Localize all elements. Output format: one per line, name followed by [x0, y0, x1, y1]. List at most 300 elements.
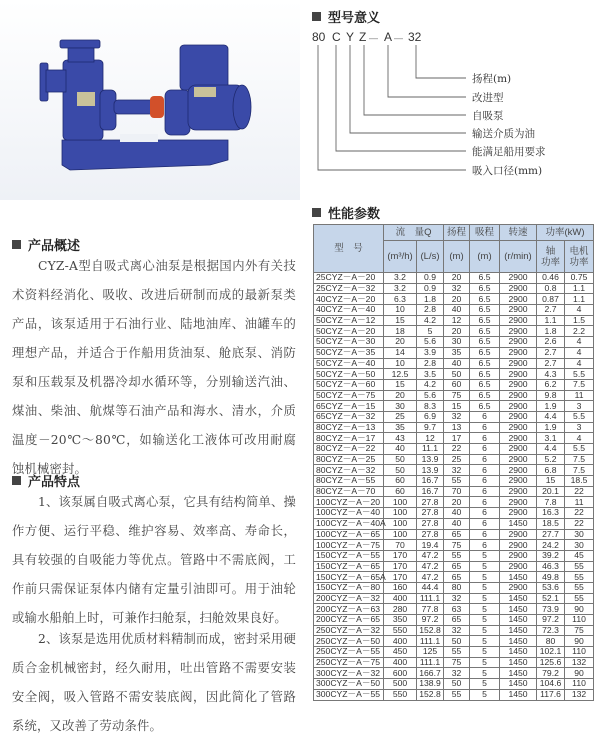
square-bullet-icon	[312, 208, 321, 217]
value-cell: 97.2	[537, 615, 565, 626]
value-cell: 2900	[500, 411, 537, 422]
value-cell: 1.8	[537, 326, 565, 337]
value-cell: 39.2	[537, 550, 565, 561]
table-row	[314, 679, 594, 690]
value-cell: 4.2	[417, 379, 444, 390]
value-cell: 7.5	[565, 379, 594, 390]
value-cell: 35	[384, 422, 417, 433]
value-cell: 102.1	[537, 647, 565, 658]
value-cell: 2900	[500, 422, 537, 433]
model-cell: 40CYZ－A－20	[314, 294, 384, 305]
model-cell: 250CYZ－A－75	[314, 657, 384, 668]
value-cell: 30	[444, 337, 470, 348]
value-cell: 55	[444, 476, 470, 487]
value-cell: 6.5	[470, 369, 500, 380]
square-bullet-icon	[12, 240, 21, 249]
value-cell: 47.2	[417, 561, 444, 572]
value-cell: 132	[565, 657, 594, 668]
code-part: 80	[312, 30, 326, 44]
table-row	[314, 647, 594, 658]
value-cell: 9.8	[537, 390, 565, 401]
value-cell: 6.5	[470, 315, 500, 326]
value-cell: 90	[565, 668, 594, 679]
value-cell: 3.5	[417, 369, 444, 380]
value-cell: 110	[565, 679, 594, 690]
value-cell: 55	[565, 561, 594, 572]
value-cell: 2900	[500, 390, 537, 401]
table-row	[314, 615, 594, 626]
value-cell: 5	[417, 326, 444, 337]
square-bullet-icon	[12, 476, 21, 485]
value-cell: 0.8	[537, 283, 565, 294]
value-cell: 75	[444, 540, 470, 551]
value-cell: 20	[444, 273, 470, 284]
value-cell: 2900	[500, 582, 537, 593]
table-row	[314, 582, 594, 593]
value-cell: 2900	[500, 379, 537, 390]
value-cell: 110	[565, 615, 594, 626]
table-row	[314, 486, 594, 497]
value-cell: 11.1	[417, 444, 444, 455]
value-cell: 5	[470, 615, 500, 626]
value-cell: 22	[565, 518, 594, 529]
value-cell: 17	[444, 433, 470, 444]
table-row	[314, 358, 594, 369]
value-cell: 12	[417, 433, 444, 444]
value-cell: 2900	[500, 401, 537, 412]
heading-text: 产品特点	[28, 475, 81, 490]
value-cell: 15	[384, 315, 417, 326]
value-cell: 100	[384, 497, 417, 508]
value-cell: 30	[565, 529, 594, 540]
value-cell: 110	[565, 647, 594, 658]
value-cell: 70	[444, 486, 470, 497]
model-cell: 50CYZ－A－20	[314, 326, 384, 337]
value-cell: 400	[384, 657, 417, 668]
value-cell: 1450	[500, 689, 537, 700]
table-row	[314, 444, 594, 455]
value-cell: 49.8	[537, 572, 565, 583]
value-cell: 350	[384, 615, 417, 626]
value-cell: 27.8	[417, 529, 444, 540]
model-cell: 150CYZ－A－55	[314, 550, 384, 561]
value-cell: 2900	[500, 337, 537, 348]
code-label: 自吸泵	[472, 110, 504, 122]
value-cell: 15	[384, 379, 417, 390]
features-paragraph-2	[12, 625, 296, 741]
model-cell: 50CYZ－A－12	[314, 315, 384, 326]
code-label: 扬程(m)	[472, 73, 512, 85]
value-cell: 27.7	[537, 529, 565, 540]
model-cell: 50CYZ－A－50	[314, 369, 384, 380]
value-cell: 20	[444, 497, 470, 508]
value-cell: 7.5	[565, 454, 594, 465]
value-cell: 2900	[500, 347, 537, 358]
value-cell: 1450	[500, 679, 537, 690]
model-cell: 200CYZ－A－32	[314, 593, 384, 604]
value-cell: 0.9	[417, 283, 444, 294]
table-row	[314, 593, 594, 604]
model-cell: 250CYZ－A－32	[314, 625, 384, 636]
value-cell: 111.1	[417, 657, 444, 668]
model-cell: 250CYZ－A－55	[314, 647, 384, 658]
code-part: A	[384, 30, 393, 44]
heading-text: 型号意义	[328, 11, 381, 26]
table-row	[314, 465, 594, 476]
code-label: 能满足船用要求	[472, 146, 546, 158]
header-shaft-power: 轴 功率	[537, 241, 565, 273]
code-part: —	[394, 33, 403, 43]
model-code-diagram	[300, 0, 600, 200]
value-cell: 72.3	[537, 625, 565, 636]
value-cell: 3	[565, 401, 594, 412]
value-cell: 13.9	[417, 465, 444, 476]
value-cell: 6.2	[537, 379, 565, 390]
value-cell: 6	[470, 411, 500, 422]
value-cell: 47.2	[417, 550, 444, 561]
value-cell: 53.6	[537, 582, 565, 593]
model-cell: 80CYZ－A－55	[314, 476, 384, 487]
value-cell: 3.2	[384, 283, 417, 294]
header-flow-m3h: (m³/h)	[384, 241, 417, 273]
value-cell: 6	[470, 518, 500, 529]
table-row	[314, 550, 594, 561]
value-cell: 32	[444, 625, 470, 636]
value-cell: 12.5	[384, 369, 417, 380]
value-cell: 2900	[500, 305, 537, 316]
value-cell: 5.5	[565, 411, 594, 422]
value-cell: 2900	[500, 315, 537, 326]
model-cell: 100CYZ－A－65	[314, 529, 384, 540]
value-cell: 1450	[500, 625, 537, 636]
value-cell: 1450	[500, 593, 537, 604]
value-cell: 450	[384, 647, 417, 658]
table-row	[314, 636, 594, 647]
value-cell: 5.5	[565, 444, 594, 455]
code-part: C	[332, 30, 341, 44]
feature-text: 2、该泵是选用优质材料精制而成，密封采用硬质合金机械密封，经久耐用，吐出管路不需要安装安全阀，吸入管路不需安装底阀，因此简化了管路系统，又改善了劳动条件。	[12, 632, 296, 733]
value-cell: 138.9	[417, 679, 444, 690]
value-cell: 2900	[500, 529, 537, 540]
value-cell: 0.75	[565, 273, 594, 284]
header-model: 型 号	[314, 225, 384, 273]
value-cell: 2900	[500, 294, 537, 305]
value-cell: 27.8	[417, 508, 444, 519]
value-cell: 550	[384, 625, 417, 636]
value-cell: 80	[444, 582, 470, 593]
value-cell: 2.2	[565, 326, 594, 337]
value-cell: 2900	[500, 497, 537, 508]
value-cell: 5	[470, 625, 500, 636]
value-cell: 5	[470, 647, 500, 658]
table-body	[314, 273, 594, 701]
value-cell: 2900	[500, 273, 537, 284]
model-cell: 200CYZ－A－63	[314, 604, 384, 615]
table-row	[314, 572, 594, 583]
value-cell: 5.5	[565, 369, 594, 380]
value-cell: 32	[444, 668, 470, 679]
table-row	[314, 411, 594, 422]
value-cell: 160	[384, 582, 417, 593]
table-row	[314, 454, 594, 465]
model-cell: 50CYZ－A－30	[314, 337, 384, 348]
value-cell: 2900	[500, 358, 537, 369]
value-cell: 4.2	[417, 315, 444, 326]
model-cell: 300CYZ－A－55	[314, 689, 384, 700]
value-cell: 16.7	[417, 476, 444, 487]
value-cell: 6.5	[470, 283, 500, 294]
value-cell: 600	[384, 668, 417, 679]
value-cell: 400	[384, 593, 417, 604]
model-cell: 300CYZ－A－50	[314, 679, 384, 690]
model-cell: 100CYZ－A－20	[314, 497, 384, 508]
value-cell: 2.7	[537, 347, 565, 358]
value-cell: 65	[444, 529, 470, 540]
table-row	[314, 273, 594, 284]
value-cell: 73.9	[537, 604, 565, 615]
value-cell: 4	[565, 358, 594, 369]
value-cell: 1450	[500, 647, 537, 658]
value-cell: 5	[470, 668, 500, 679]
value-cell: 15	[537, 476, 565, 487]
value-cell: 1.1	[537, 315, 565, 326]
value-cell: 4	[565, 305, 594, 316]
model-cell: 50CYZ－A－75	[314, 390, 384, 401]
value-cell: 6.5	[470, 294, 500, 305]
header-suction: 吸程	[470, 225, 500, 241]
value-cell: 170	[384, 550, 417, 561]
value-cell: 4.4	[537, 411, 565, 422]
model-cell: 150CYZ－A－80	[314, 582, 384, 593]
value-cell: 50	[384, 454, 417, 465]
value-cell: 24.2	[537, 540, 565, 551]
value-cell: 47.2	[417, 572, 444, 583]
value-cell: 35	[444, 347, 470, 358]
table-row	[314, 347, 594, 358]
value-cell: 1450	[500, 518, 537, 529]
value-cell: 125.6	[537, 657, 565, 668]
value-cell: 4.3	[537, 369, 565, 380]
value-cell: 55	[565, 593, 594, 604]
value-cell: 2900	[500, 326, 537, 337]
table-row	[314, 422, 594, 433]
value-cell: 0.87	[537, 294, 565, 305]
model-cell: 100CYZ－A－40A	[314, 518, 384, 529]
table-row	[314, 561, 594, 572]
code-part: 32	[408, 30, 422, 44]
value-cell: 60	[384, 476, 417, 487]
table-row	[314, 689, 594, 700]
value-cell: 111.1	[417, 593, 444, 604]
model-cell: 50CYZ－A－60	[314, 379, 384, 390]
heading-text: 性能参数	[328, 207, 381, 222]
value-cell: 170	[384, 561, 417, 572]
value-cell: 100	[384, 508, 417, 519]
table-row	[314, 518, 594, 529]
value-cell: 50	[444, 679, 470, 690]
value-cell: 2900	[500, 561, 537, 572]
value-cell: 65	[444, 615, 470, 626]
value-cell: 27.8	[417, 497, 444, 508]
value-cell: 4	[565, 433, 594, 444]
table-row	[314, 305, 594, 316]
pump-image	[0, 0, 300, 200]
value-cell: 2900	[500, 540, 537, 551]
code-label: 改进型	[472, 92, 504, 104]
value-cell: 7.5	[565, 465, 594, 476]
header-flow-ls: (L/s)	[417, 241, 444, 273]
model-cell: 25CYZ－A－32	[314, 283, 384, 294]
value-cell: 63	[444, 604, 470, 615]
value-cell: 5.2	[537, 454, 565, 465]
value-cell: 50	[444, 636, 470, 647]
value-cell: 3.9	[417, 347, 444, 358]
value-cell: 6.5	[470, 337, 500, 348]
model-cell: 150CYZ－A－65A	[314, 572, 384, 583]
model-cell: 150CYZ－A－65	[314, 561, 384, 572]
value-cell: 5	[470, 604, 500, 615]
value-cell: 20	[384, 337, 417, 348]
value-cell: 22	[565, 508, 594, 519]
header-flow: 流 量Q	[384, 225, 444, 241]
value-cell: 60	[384, 486, 417, 497]
header-head-unit: (m)	[444, 241, 470, 273]
value-cell: 5	[470, 657, 500, 668]
code-part: —	[369, 33, 378, 43]
value-cell: 6.5	[470, 379, 500, 390]
value-cell: 18.5	[537, 518, 565, 529]
value-cell: 70	[384, 540, 417, 551]
value-cell: 5	[470, 582, 500, 593]
value-cell: 11	[565, 390, 594, 401]
header-head: 扬程	[444, 225, 470, 241]
value-cell: 55	[565, 572, 594, 583]
value-cell: 5	[470, 636, 500, 647]
value-cell: 1450	[500, 657, 537, 668]
value-cell: 15	[444, 401, 470, 412]
value-cell: 6.5	[470, 347, 500, 358]
value-cell: 125	[417, 647, 444, 658]
value-cell: 90	[565, 604, 594, 615]
value-cell: 75	[565, 625, 594, 636]
overview-paragraph	[12, 252, 296, 484]
table-row	[314, 379, 594, 390]
value-cell: 132	[565, 689, 594, 700]
value-cell: 2.8	[417, 305, 444, 316]
value-cell: 32	[444, 465, 470, 476]
model-cell: 80CYZ－A－70	[314, 486, 384, 497]
model-cell: 25CYZ－A－20	[314, 273, 384, 284]
value-cell: 1.8	[417, 294, 444, 305]
value-cell: 22	[444, 444, 470, 455]
value-cell: 6	[470, 422, 500, 433]
value-cell: 8.3	[417, 401, 444, 412]
value-cell: 2900	[500, 508, 537, 519]
header-speed-unit: (r/min)	[500, 241, 537, 273]
value-cell: 2.7	[537, 305, 565, 316]
table-row	[314, 337, 594, 348]
value-cell: 170	[384, 572, 417, 583]
table-row	[314, 529, 594, 540]
value-cell: 60	[444, 379, 470, 390]
value-cell: 52.1	[537, 593, 565, 604]
value-cell: 40	[444, 508, 470, 519]
model-cell: 250CYZ－A－50	[314, 636, 384, 647]
value-cell: 18	[384, 326, 417, 337]
value-cell: 25	[444, 454, 470, 465]
value-cell: 280	[384, 604, 417, 615]
header-motor-power: 电机 功率	[565, 241, 594, 273]
value-cell: 5	[470, 572, 500, 583]
value-cell: 1450	[500, 668, 537, 679]
value-cell: 32	[444, 411, 470, 422]
value-cell: 6	[470, 529, 500, 540]
value-cell: 117.6	[537, 689, 565, 700]
model-cell: 100CYZ－A－40	[314, 508, 384, 519]
features-paragraph-1	[12, 488, 296, 633]
value-cell: 100	[384, 518, 417, 529]
table-row	[314, 540, 594, 551]
value-cell: 75	[444, 390, 470, 401]
table-row	[314, 369, 594, 380]
model-cell: 300CYZ－A－32	[314, 668, 384, 679]
value-cell: 55	[444, 647, 470, 658]
value-cell: 6.5	[470, 401, 500, 412]
value-cell: 65	[444, 561, 470, 572]
model-cell: 200CYZ－A－65	[314, 615, 384, 626]
value-cell: 6.5	[470, 305, 500, 316]
model-cell: 80CYZ－A－22	[314, 444, 384, 455]
value-cell: 6.9	[417, 411, 444, 422]
value-cell: 1.9	[537, 422, 565, 433]
code-part: Y	[346, 30, 355, 44]
value-cell: 50	[384, 465, 417, 476]
value-cell: 166.7	[417, 668, 444, 679]
value-cell: 75	[444, 657, 470, 668]
value-cell: 0.46	[537, 273, 565, 284]
heading-text: 产品概述	[28, 239, 81, 254]
value-cell: 22	[565, 486, 594, 497]
value-cell: 6	[470, 497, 500, 508]
value-cell: 1.1	[565, 283, 594, 294]
value-cell: 2900	[500, 550, 537, 561]
table-row	[314, 390, 594, 401]
value-cell: 6	[470, 465, 500, 476]
value-cell: 6	[470, 508, 500, 519]
value-cell: 13	[444, 422, 470, 433]
table-row	[314, 433, 594, 444]
value-cell: 6.8	[537, 465, 565, 476]
value-cell: 40	[444, 358, 470, 369]
value-cell: 1450	[500, 636, 537, 647]
model-cell: 80CYZ－A－25	[314, 454, 384, 465]
value-cell: 20	[384, 390, 417, 401]
value-cell: 6.5	[470, 326, 500, 337]
value-cell: 30	[565, 540, 594, 551]
value-cell: 40	[444, 518, 470, 529]
overview-text: CYZ-A型自吸式离心油泵是根据国内外有关技术资料经消化、吸收、改进后研制而成的最新泵类产品，该泵适用于石油行业、陆地油库、油罐车的理想产品，并适合于作船用货油泵、舱底泵、消防泵和压载泵及机器冷却水循环等，分别输送汽油、煤油、柴油、航煤等石油产品和海水、清水，介质温度－20℃～80℃，如输送化工液体可改用耐腐蚀机械密封。	[12, 259, 296, 476]
value-cell: 1.9	[537, 401, 565, 412]
value-cell: 77.8	[417, 604, 444, 615]
value-cell: 18.5	[565, 476, 594, 487]
value-cell: 6.5	[470, 358, 500, 369]
table-row	[314, 508, 594, 519]
value-cell: 3.1	[537, 433, 565, 444]
model-cell: 50CYZ－A－40	[314, 358, 384, 369]
value-cell: 104.6	[537, 679, 565, 690]
value-cell: 6	[470, 540, 500, 551]
value-cell: 2900	[500, 465, 537, 476]
